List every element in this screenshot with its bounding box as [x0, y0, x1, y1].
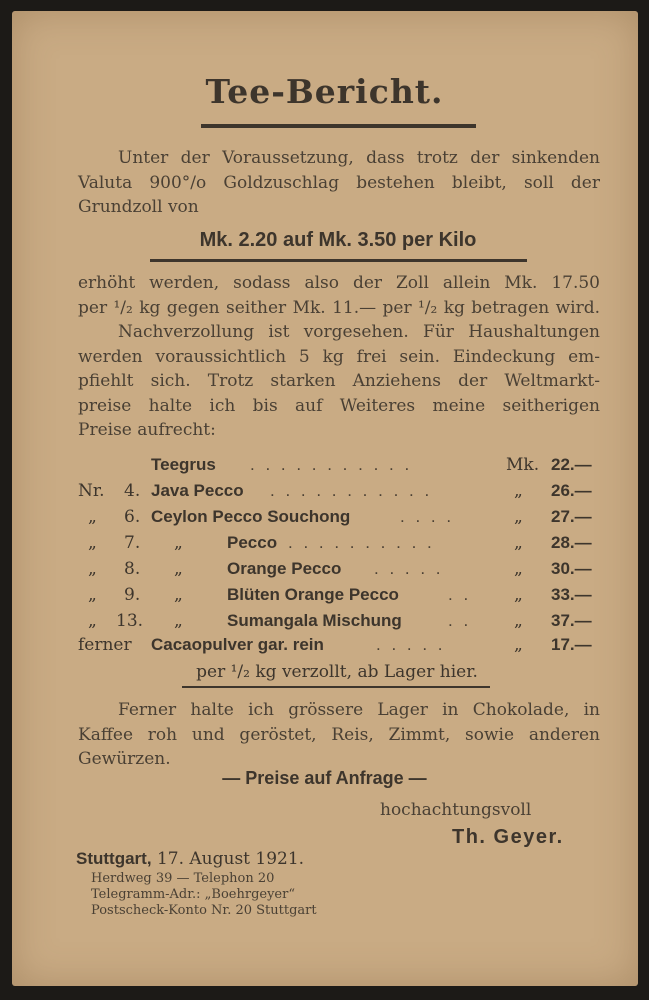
- row-prefix: „: [88, 533, 97, 553]
- leader-dots: . . . . .: [374, 559, 444, 578]
- row-ditto-mark: „: [514, 635, 523, 655]
- document-title: Tee-Bericht.: [205, 72, 444, 111]
- price-row: [78, 611, 600, 635]
- prices-on-request: — Preise auf Anfrage —: [222, 768, 427, 788]
- row-price: 30.—: [551, 559, 592, 578]
- closing-line: Gewürzen.: [78, 749, 171, 769]
- intro-paragraph: [78, 146, 600, 220]
- contact-line: Telegramm-Adr.: „Boehrgeyer“: [91, 887, 295, 902]
- row-ditto-mark: „: [174, 585, 183, 605]
- body-line: Preise aufrecht:: [78, 420, 216, 440]
- price-row: [78, 559, 600, 583]
- body-paragraph: [78, 271, 600, 443]
- price-row: [78, 455, 600, 479]
- body-line: pfiehlt sich. Trotz starken Anziehens der Weltmarkt-: [78, 371, 600, 391]
- intro-line: Valuta 900°/o Goldzuschlag bestehen bleibt, soll der: [78, 172, 600, 193]
- tea-name: Blüten Orange Pecco: [227, 585, 399, 604]
- intro-line: Unter der Voraussetzung, dass trotz der sinkenden: [118, 148, 600, 168]
- leader-dots: . .: [448, 585, 472, 604]
- price-row: [78, 481, 600, 505]
- price-row: [78, 635, 600, 659]
- row-price: 28.—: [551, 533, 592, 552]
- closing-line: Kaffee roh und geröstet, Reis, Zimmt, sowie anderen: [78, 724, 600, 745]
- title-underline: [201, 124, 476, 128]
- row-ditto-mark: „: [174, 533, 183, 553]
- row-ditto-mark: „: [174, 611, 183, 631]
- tea-name: Java Pecco: [151, 481, 244, 500]
- price-note-underline: [182, 686, 490, 688]
- row-number: 9.: [124, 585, 141, 605]
- price-note: per ¹/₂ kg verzollt, ab Lager hier.: [196, 662, 478, 682]
- row-number: 4.: [124, 481, 141, 501]
- row-ditto-mark: „: [514, 611, 523, 631]
- leader-dots: . . . . . . . . . .: [288, 533, 435, 552]
- greeting: hochachtungsvoll: [380, 800, 532, 820]
- tea-name: Ceylon Pecco Souchong: [151, 507, 351, 526]
- signature: Th. Geyer.: [452, 826, 564, 848]
- duty-highlight: Mk. 2.20 auf Mk. 3.50 per Kilo: [199, 229, 477, 251]
- row-number: 13.: [116, 611, 144, 631]
- leader-dots: . .: [448, 611, 472, 630]
- row-prefix: „: [88, 585, 97, 605]
- place: Stuttgart,: [76, 849, 152, 868]
- highlight-underline: [150, 259, 527, 262]
- body-line: erhöht werden, sodass also der Zoll allein Mk. 17.50: [78, 273, 600, 293]
- leader-dots: . . . .: [400, 507, 455, 526]
- row-price: 37.—: [551, 611, 592, 630]
- contact-block: [91, 871, 317, 919]
- row-ditto-mark: „: [514, 507, 523, 527]
- tea-name: Sumangala Mischung: [227, 611, 402, 630]
- price-row: [78, 507, 600, 531]
- row-ditto-mark: „: [174, 559, 183, 579]
- row-price: 33.—: [551, 585, 592, 604]
- row-prefix: „: [88, 611, 97, 631]
- row-ditto-mark: „: [514, 585, 523, 605]
- row-number: 8.: [124, 559, 141, 579]
- tea-name: Pecco: [227, 533, 278, 552]
- row-price: 17.—: [551, 635, 592, 654]
- place-date: [76, 849, 304, 869]
- tea-name: Teegrus: [151, 455, 216, 474]
- price-row: [78, 533, 600, 557]
- row-price: 22.—: [551, 455, 592, 474]
- closing-line: Ferner halte ich grössere Lager in Chokolade, in: [118, 700, 600, 720]
- row-price: 26.—: [551, 481, 592, 500]
- row-prefix: „: [88, 559, 97, 579]
- row-ditto-mark: „: [514, 481, 523, 501]
- row-number: 6.: [124, 507, 141, 527]
- price-row: [78, 585, 600, 609]
- leader-dots: . . . . . . . . . . .: [250, 455, 413, 474]
- row-currency: Mk.: [506, 455, 540, 475]
- tea-name: Orange Pecco: [227, 559, 342, 578]
- row-prefix: ferner: [78, 635, 132, 655]
- body-line: preise halte ich bis auf Weiteres meine seitherigen: [78, 395, 600, 416]
- body-line: werden voraussichtlich 5 kg frei sein. Eindeckung em-: [78, 346, 600, 367]
- closing-paragraph: [78, 698, 600, 772]
- contact-line: Herdweg 39 — Telephon 20: [91, 871, 275, 886]
- body-line: per ¹/₂ kg gegen seither Mk. 11.— per ¹/₂ kg betragen wird.: [78, 297, 600, 318]
- tea-name: Cacaopulver gar. rein: [151, 635, 324, 654]
- row-number: 7.: [124, 533, 141, 553]
- intro-line: Grundzoll von: [78, 197, 199, 217]
- row-prefix: „: [88, 507, 97, 527]
- leader-dots: . . . . .: [376, 635, 446, 654]
- row-ditto-mark: „: [514, 533, 523, 553]
- row-prefix: Nr.: [78, 481, 105, 501]
- leader-dots: . . . . . . . . . . .: [270, 481, 433, 500]
- body-line: Nachverzollung ist vorgesehen. Für Haushaltungen: [118, 322, 600, 342]
- contact-line: Postscheck-Konto Nr. 20 Stuttgart: [91, 903, 317, 918]
- date: 17. August 1921.: [156, 849, 305, 869]
- row-ditto-mark: „: [514, 559, 523, 579]
- row-price: 27.—: [551, 507, 592, 526]
